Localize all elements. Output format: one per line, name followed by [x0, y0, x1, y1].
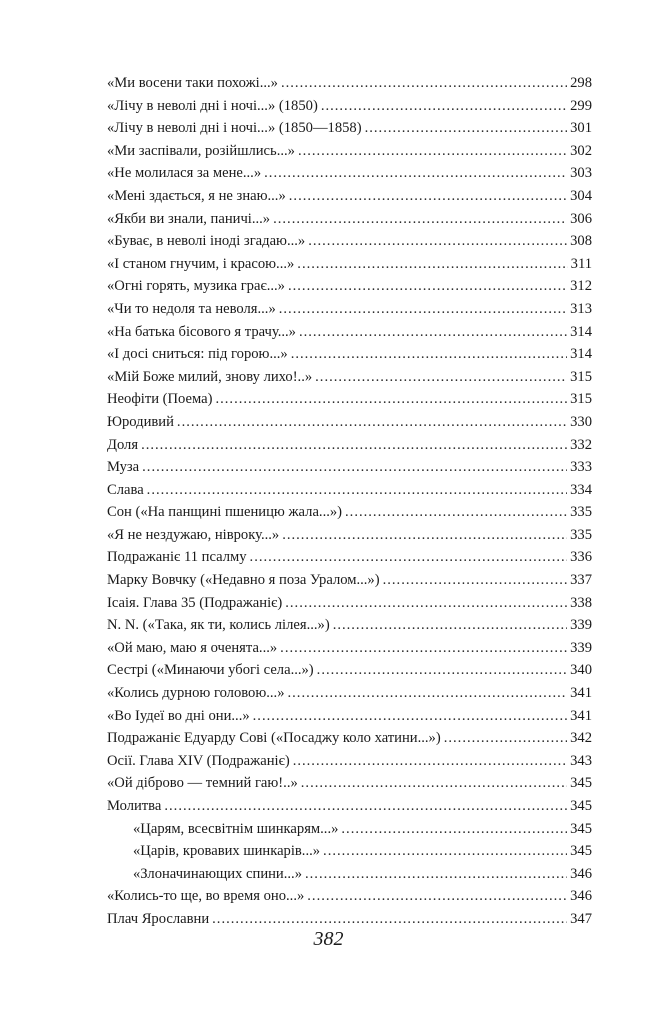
toc-entry — [107, 230, 592, 253]
toc-entry-page: 347 — [570, 910, 592, 927]
toc-entry — [107, 208, 592, 231]
toc-entry — [107, 162, 592, 185]
dot-leader — [317, 659, 567, 682]
toc-entry-title: «Царів, кровавих шинкарів...» — [133, 843, 321, 860]
toc-entry-title: «На батька бісового я трачу...» — [107, 323, 296, 340]
toc-entry-title: Сестрі («Минаючи убогі села...») — [107, 662, 314, 679]
dot-leader — [264, 162, 567, 185]
dot-leader — [307, 885, 567, 908]
toc-entry — [107, 185, 592, 208]
toc-entry-title: Юродивий — [107, 413, 174, 430]
toc-entry — [107, 818, 592, 841]
dot-leader — [301, 772, 567, 795]
dot-leader — [365, 117, 568, 140]
toc-entry-page: 341 — [570, 685, 592, 702]
toc-entry — [107, 501, 592, 524]
toc-entry-page: 313 — [570, 300, 592, 317]
dot-leader — [273, 208, 567, 231]
dot-leader — [345, 501, 567, 524]
page-number: 382 — [313, 928, 344, 950]
toc-entry-title: «Буває, в неволі іноді згадаю...» — [107, 233, 306, 250]
toc-entry-title: «Огні горять, музика грає...» — [107, 278, 285, 295]
toc-entry-page: 345 — [570, 843, 592, 860]
toc-entry-page: 346 — [570, 888, 592, 905]
toc-entry-title: «Не молилася за мене...» — [107, 165, 262, 182]
toc-entry — [107, 411, 592, 434]
toc-entry-page: 343 — [570, 752, 592, 769]
dot-leader — [444, 727, 567, 750]
toc-entry — [107, 456, 592, 479]
toc-entry-title: «Якби ви знали, паничі...» — [107, 210, 271, 227]
dot-leader — [280, 637, 567, 660]
dot-leader — [297, 253, 567, 276]
dot-leader — [299, 321, 567, 344]
toc-entry — [107, 705, 592, 728]
toc-entry-title: Марку Вовчку («Недавно я поза Уралом...») — [107, 572, 380, 589]
toc-entry — [107, 546, 592, 569]
toc-entry — [107, 614, 592, 637]
toc-entry-title: Подражаніє Едуарду Сові («Посаджу коло хатини...») — [107, 730, 441, 747]
dot-leader — [164, 795, 567, 818]
toc-entry-page: 314 — [570, 323, 592, 340]
toc-entry — [107, 750, 592, 773]
toc-entry-title: «І досі сниться: під горою...» — [107, 346, 288, 363]
dot-leader — [341, 818, 567, 841]
toc-entry-title: Подражаніє 11 псалму — [107, 549, 247, 566]
toc-entry-title: «Ой маю, маю я оченята...» — [107, 639, 278, 656]
toc-entry — [107, 659, 592, 682]
toc-entry-page: 333 — [570, 459, 592, 476]
toc-entry-title: «Чи то недоля та неволя...» — [107, 300, 276, 317]
toc-entry-page: 337 — [570, 572, 592, 589]
toc-entry — [107, 434, 592, 457]
toc-entry-title: Неофіти (Поема) — [107, 391, 213, 408]
toc-entry-title: «Во Іудеї во дні они...» — [107, 707, 250, 724]
table-of-contents — [107, 72, 592, 931]
toc-entry — [107, 772, 592, 795]
toc-entry — [107, 366, 592, 389]
dot-leader — [253, 705, 567, 728]
dot-leader — [215, 388, 567, 411]
toc-entry-title: Плач Ярославни — [107, 910, 210, 927]
toc-entry-page: 302 — [570, 142, 592, 159]
dot-leader — [293, 750, 567, 773]
toc-entry-page: 338 — [570, 594, 592, 611]
toc-entry — [107, 795, 592, 818]
toc-entry-title: «Царям, всесвітнім шинкарям...» — [133, 820, 339, 837]
toc-entry — [107, 524, 592, 547]
toc-entry-page: 315 — [570, 391, 592, 408]
toc-entry-title: Сон («На панщині пшеницю жала...») — [107, 504, 343, 521]
toc-entry-title: «Ой діброво — темний гаю!..» — [107, 775, 298, 792]
toc-entry-page: 315 — [570, 368, 592, 385]
toc-entry-page: 304 — [570, 187, 592, 204]
toc-entry-title: Осії. Глава XIV (Подражаніє) — [107, 752, 290, 769]
toc-entry-title: «Ми восени таки похожі...» — [107, 75, 278, 91]
toc-entry — [107, 72, 592, 95]
toc-entry-page: 345 — [570, 775, 592, 792]
toc-entry-page: 308 — [570, 233, 592, 250]
toc-entry-page: 345 — [570, 798, 592, 814]
dot-leader — [147, 479, 567, 502]
toc-entry-page: 306 — [570, 210, 592, 227]
toc-entry — [107, 343, 592, 366]
dot-leader — [289, 185, 567, 208]
toc-entry — [107, 840, 592, 863]
toc-entry — [107, 298, 592, 321]
toc-entry-page: 339 — [570, 617, 592, 634]
dot-leader — [177, 411, 567, 434]
toc-entry-title: Ісаія. Глава 35 (Подражаніє) — [107, 594, 283, 611]
toc-entry-title: Муза — [107, 459, 140, 476]
dot-leader — [250, 546, 568, 569]
toc-entry-page: 346 — [570, 865, 592, 882]
toc-entry-page: 301 — [570, 120, 592, 137]
toc-entry-page: 345 — [570, 820, 592, 837]
toc-entry-page: 334 — [570, 481, 592, 498]
toc-entry-page: 339 — [570, 639, 592, 656]
dot-leader — [142, 456, 567, 479]
toc-entry-page: 298 — [570, 75, 592, 91]
dot-leader — [321, 95, 567, 118]
toc-entry-title: «Мені здається, я не знаю...» — [107, 187, 286, 204]
toc-entry-title: «Я не нездужаю, нівроку...» — [107, 526, 280, 543]
toc-entry — [107, 95, 592, 118]
toc-entry — [107, 637, 592, 660]
toc-entry-page: 335 — [570, 504, 592, 521]
toc-entry-title: Доля — [107, 436, 139, 453]
dot-leader — [383, 569, 568, 592]
toc-entry-page: 330 — [570, 413, 592, 430]
dot-leader — [285, 592, 567, 615]
toc-entry — [107, 321, 592, 344]
toc-entry-title: Слава — [107, 481, 144, 498]
toc-entry-title: «Лічу в неволі дні і ночі...» (1850—1858) — [107, 120, 362, 137]
dot-leader — [333, 614, 567, 637]
dot-leader — [298, 140, 567, 163]
toc-entry-page: 340 — [570, 662, 592, 679]
toc-entry — [107, 682, 592, 705]
toc-entry — [107, 592, 592, 615]
toc-entry-title: Молитва — [107, 798, 162, 814]
toc-entry — [107, 479, 592, 502]
toc-entry-title: «Колись-то ще, во время оно...» — [107, 888, 305, 905]
toc-entry-title: «Мій Боже милий, знову лихо!..» — [107, 368, 313, 385]
toc-entry-page: 332 — [570, 436, 592, 453]
toc-entry-page: 314 — [570, 346, 592, 363]
dot-leader — [308, 230, 567, 253]
toc-entry-page: 303 — [570, 165, 592, 182]
dot-leader — [323, 840, 567, 863]
toc-entry-page: 336 — [570, 549, 592, 566]
dot-leader — [279, 298, 567, 321]
toc-entry — [107, 727, 592, 750]
dot-leader — [288, 682, 568, 705]
toc-entry-page: 299 — [570, 97, 592, 114]
dot-leader — [315, 366, 567, 389]
dot-leader — [282, 524, 567, 547]
toc-entry-title: «Лічу в неволі дні і ночі...» (1850) — [107, 97, 318, 114]
toc-entry — [107, 140, 592, 163]
toc-entry — [107, 117, 592, 140]
toc-entry-title: «І станом гнучим, і красою...» — [107, 255, 295, 272]
toc-entry — [107, 253, 592, 276]
dot-leader — [141, 434, 567, 457]
toc-entry-page: 335 — [570, 526, 592, 543]
toc-entry — [107, 885, 592, 908]
toc-entry-page: 341 — [570, 707, 592, 724]
toc-entry — [107, 569, 592, 592]
toc-entry — [107, 863, 592, 886]
toc-entry-title: «Злоначинающих спини...» — [133, 865, 302, 882]
toc-entry — [107, 388, 592, 411]
toc-entry-title: «Колись дурною головою...» — [107, 685, 285, 702]
dot-leader — [281, 72, 567, 95]
toc-entry-page: 342 — [570, 730, 592, 747]
toc-entry-page: 311 — [570, 255, 592, 272]
toc-entry-title: N. N. («Така, як ти, колись лілея...») — [107, 617, 330, 634]
toc-entry-title: «Ми заспівали, розійшлись...» — [107, 142, 295, 159]
dot-leader — [288, 275, 567, 298]
toc-entry — [107, 275, 592, 298]
toc-entry-page: 312 — [570, 278, 592, 295]
dot-leader — [291, 343, 567, 366]
dot-leader — [305, 863, 567, 886]
